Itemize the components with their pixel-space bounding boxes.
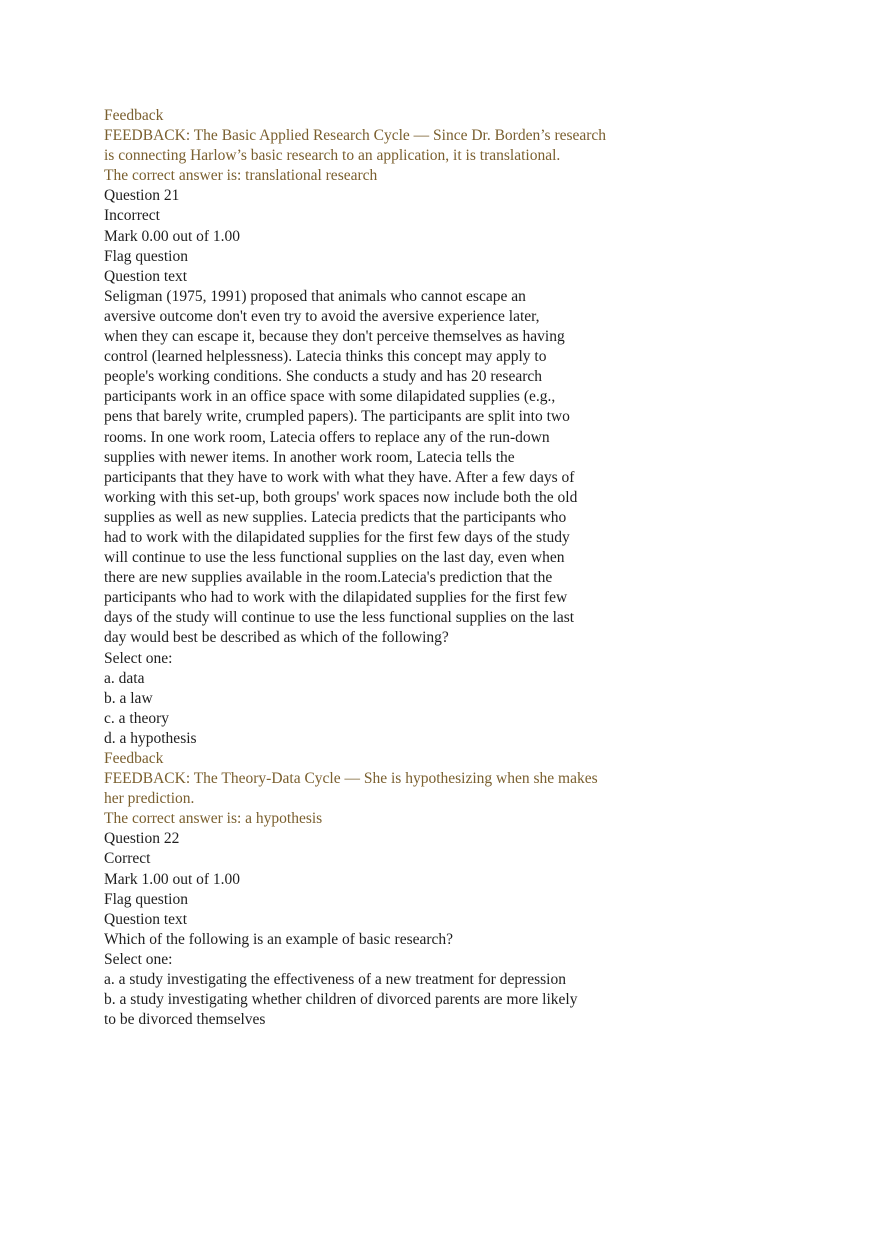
answer-option-continued: to be divorced themselves [104,1011,266,1029]
flag-question-link[interactable]: Flag question [104,890,188,908]
answer-option[interactable]: b. a study investigating whether children of divorced parents are more likely [104,991,578,1009]
feedback-text-line: FEEDBACK: The Theory-Data Cycle — She is hypothesizing when she makes [104,770,598,788]
question-text-line: had to work with the dilapidated supplies for the first few days of the study [104,528,570,546]
question-text-line: participants who had to work with the dilapidated supplies for the first few [104,589,568,607]
answer-option[interactable]: a. data [104,669,145,687]
question-title: Question 22 [104,830,180,848]
question-text-line: aversive outcome don't even try to avoid the aversive experience later, [104,307,540,325]
question-text-line: day would best be described as which of the following? [104,629,449,647]
question-text-line: days of the study will continue to use the less functional supplies on the last [104,609,575,627]
question-text-line: there are new supplies available in the room.Latecia's prediction that the [104,569,553,587]
answer-option[interactable]: d. a hypothesis [104,729,197,747]
flag-question-link[interactable]: Flag question [104,247,188,265]
question-status: Correct [104,850,151,868]
question-text-line: working with this set-up, both groups' work spaces now include both the old [104,488,578,506]
select-one-label: Select one: [104,649,173,667]
question-mark: Mark 0.00 out of 1.00 [104,227,241,245]
feedback-text-line: is connecting Harlow’s basic research to an application, it is translational. [104,147,561,165]
answer-option[interactable]: c. a theory [104,709,169,727]
question-text-line: participants that they have to work with what they have. After a few days of [104,468,575,486]
question-text-line: supplies with newer items. In another work room, Latecia tells the [104,448,515,466]
question-text-label: Question text [104,910,188,928]
correct-answer: The correct answer is: a hypothesis [104,810,323,828]
question-text-line: supplies as well as new supplies. Latecia predicts that the participants who [104,508,567,526]
question-title: Question 21 [104,187,180,205]
question-text-line: will continue to use the less functional supplies on the last day, even when [104,549,565,567]
feedback-text-line: her prediction. [104,790,195,808]
feedback-text-line: FEEDBACK: The Basic Applied Research Cycle — Since Dr. Borden’s research [104,127,607,145]
feedback-heading: Feedback [104,107,164,124]
question-text-line: pens that barely write, crumpled papers). The participants are split into two [104,408,570,426]
question-text-line: Seligman (1975, 1991) proposed that animals who cannot escape an [104,287,526,305]
feedback-heading: Feedback [104,750,164,767]
answer-option[interactable]: b. a law [104,689,153,707]
question-status: Incorrect [104,207,160,225]
question-mark: Mark 1.00 out of 1.00 [104,870,241,888]
answer-option[interactable]: a. a study investigating the effectiveness of a new treatment for depression [104,971,566,989]
question-text-line: participants work in an office space with some dilapidated supplies (e.g., [104,388,556,406]
document-page [104,106,704,1030]
question-text-line: when they can escape it, because they don't perceive themselves as having [104,328,565,346]
question-text-line: people's working conditions. She conducts a study and has 20 research [104,368,542,386]
question-text-line: Which of the following is an example of basic research? [104,930,454,948]
question-text-line: rooms. In one work room, Latecia offers to replace any of the run-down [104,428,550,446]
correct-answer: The correct answer is: translational research [104,167,378,185]
question-text-line: control (learned helplessness). Latecia thinks this concept may apply to [104,348,547,366]
select-one-label: Select one: [104,950,173,968]
question-text-label: Question text [104,267,188,285]
